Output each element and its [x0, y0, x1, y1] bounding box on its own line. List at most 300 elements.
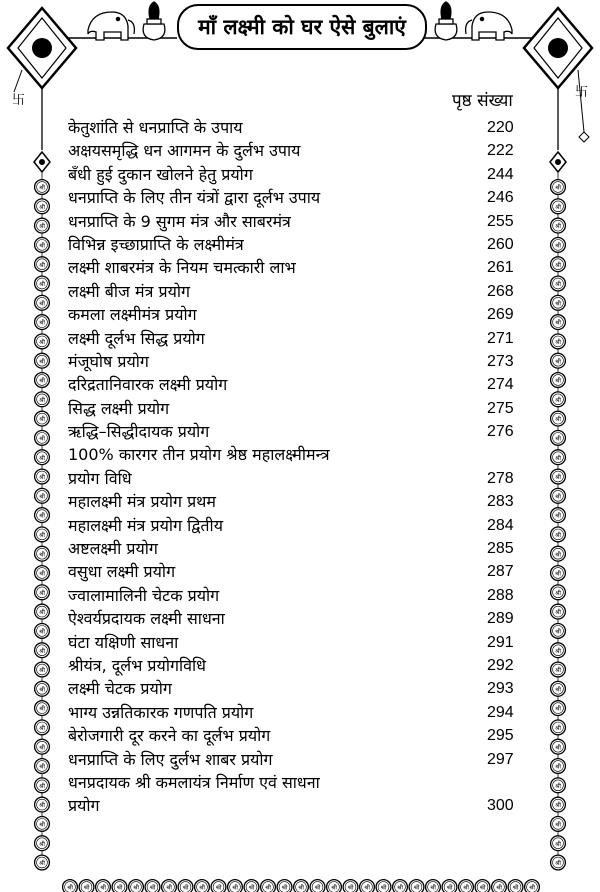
toc-entry [68, 280, 528, 303]
toc-entry-page: 246 [487, 189, 514, 207]
shri-bead-icon [551, 199, 566, 214]
toc-entry [68, 350, 528, 373]
shri-bead-icon [35, 643, 50, 658]
svg-text:श्री: श्री [39, 744, 45, 752]
svg-text:श्री: श्री [39, 223, 45, 231]
toc-entry [68, 256, 528, 279]
svg-text:श्री: श्री [555, 493, 561, 501]
shri-bead-icon [459, 880, 474, 892]
svg-text:श्री: श्री [39, 300, 45, 308]
toc-entry-title: अष्टलक्ष्मी प्रयोग [68, 539, 158, 559]
svg-text:श्री: श्री [446, 884, 453, 892]
shri-bead-icon [551, 585, 566, 600]
toc-entry [68, 537, 528, 560]
svg-text:श्री: श्री [39, 551, 45, 559]
shri-bead-icon [551, 411, 566, 426]
toc-entry-title: घंटा यक्षिणी साधना [68, 632, 179, 652]
svg-text:श्री: श्री [555, 435, 561, 443]
svg-text:श्री: श्री [555, 242, 561, 250]
svg-text:श्री: श्री [555, 300, 561, 308]
corner-kite-right-icon [524, 8, 592, 172]
shri-bead-icon [551, 373, 566, 388]
shri-bead-icon [475, 880, 490, 892]
toc-entry [68, 210, 528, 233]
shri-bead-icon [551, 276, 566, 291]
shri-bead-icon [393, 880, 408, 892]
shri-bead-icon [294, 880, 309, 892]
svg-text:श्री: श्री [555, 821, 561, 829]
toc-entry-title: लक्ष्मी चेटक प्रयोग [68, 679, 172, 699]
shri-bead-icon [35, 759, 50, 774]
shri-bead-icon [551, 295, 566, 310]
toc-entry-page: 278 [487, 469, 514, 487]
shri-bead-icon [35, 546, 50, 561]
toc-entry-title: धनप्रदायक श्री कमलायंत्र निर्माण एवं साधना [68, 772, 320, 792]
shri-bead-icon [551, 681, 566, 696]
shri-bead-icon [35, 373, 50, 388]
shri-bead-icon [35, 257, 50, 272]
shri-bead-icon [129, 880, 144, 892]
toc-entry-title: लक्ष्मी शाबरमंत्र के नियम चमत्कारी लाभ [68, 258, 296, 278]
table-of-contents [68, 116, 528, 818]
shri-bead-icon [492, 880, 507, 892]
svg-text:श्री: श्री [555, 281, 561, 289]
toc-entry-title: मंजूघोष प्रयोग [68, 351, 149, 371]
svg-text:श्री: श्री [555, 860, 561, 868]
toc-entry [68, 677, 528, 700]
shri-bead-icon [551, 527, 566, 542]
shri-bead-icon [195, 880, 210, 892]
elephant-left-icon [88, 12, 134, 40]
toc-entry-title: दरिद्रतानिवारक लक्ष्मी प्रयोग [68, 375, 228, 395]
svg-text:श्री: श्री [39, 705, 45, 713]
toc-entry-page: 289 [487, 610, 514, 628]
svg-text:श्री: श्री [39, 609, 45, 617]
toc-entry-title: बेरोजगारी दूर करने का दूर्लभ प्रयोग [68, 726, 271, 746]
kalash-right-icon [435, 2, 457, 40]
shri-bead-icon [35, 238, 50, 253]
shri-bead-icon [35, 604, 50, 619]
shri-bead-icon [145, 880, 160, 892]
shri-bead-icon [551, 739, 566, 754]
shri-bead-icon [551, 720, 566, 735]
svg-text:श्री: श्री [463, 884, 469, 892]
svg-text:श्री: श्री [555, 763, 561, 771]
toc-entry [68, 373, 528, 396]
toc-entry-page: 220 [487, 119, 514, 136]
svg-text:श्री: श्री [512, 884, 519, 892]
svg-text:श्री: श्री [496, 884, 502, 892]
shri-bead-icon [79, 880, 94, 892]
page-number-column-header: पृष्ठ संख्या [452, 91, 513, 111]
shri-bead-icon [551, 392, 566, 407]
svg-text:श्री: श्री [166, 884, 172, 892]
title-banner [177, 4, 427, 50]
shri-bead-icon [35, 334, 50, 349]
svg-text:श्री: श्री [149, 884, 156, 892]
svg-text:श्री: श्री [555, 396, 561, 404]
svg-text:श्री: श्री [39, 435, 45, 443]
toc-entry [68, 303, 528, 326]
svg-text:श्री: श्री [39, 396, 45, 404]
shri-bead-icon [426, 880, 441, 892]
svg-text:श्री: श्री [364, 884, 370, 892]
shri-bead-icon [35, 624, 50, 639]
toc-entry [68, 514, 528, 537]
shri-bead-icon [35, 527, 50, 542]
shri-bead-icon [35, 701, 50, 716]
svg-text:श्री: श्री [39, 570, 45, 578]
toc-entry [68, 654, 528, 677]
svg-text:श्री: श्री [39, 339, 45, 346]
toc-entry-page: 276 [487, 423, 514, 441]
svg-text:श्री: श्री [39, 512, 45, 520]
shri-bead-icon [551, 546, 566, 561]
shri-bead-icon [551, 797, 566, 812]
toc-entry-page: 293 [487, 680, 514, 698]
svg-text:श्री: श्री [555, 319, 561, 327]
shri-bead-icon [551, 759, 566, 774]
shri-bead-icon [551, 778, 566, 793]
shri-bead-icon [551, 817, 566, 832]
svg-text:श्री: श्री [116, 884, 123, 892]
svg-text:श्री: श्री [39, 686, 45, 694]
svg-text:श्री: श्री [39, 647, 45, 655]
toc-entry-title: भाग्य उन्नतिकारक गणपति प्रयोग [68, 702, 254, 722]
svg-text:श्री: श्री [555, 454, 561, 462]
toc-entry [68, 139, 528, 162]
svg-text:श्री: श्री [39, 821, 45, 829]
toc-entry-page: 261 [487, 259, 514, 277]
svg-text:श्री: श्री [39, 242, 45, 250]
shri-bead-icon [551, 701, 566, 716]
shri-bead-icon [35, 778, 50, 793]
svg-text:श्री: श्री [529, 884, 535, 892]
svg-text:श्री: श्री [133, 884, 139, 892]
toc-entry [68, 420, 528, 443]
shri-bead-icon [35, 585, 50, 600]
shri-bead-icon [35, 817, 50, 832]
shri-bead-icon [35, 469, 50, 484]
svg-text:श्री: श्री [555, 705, 561, 713]
svg-text:श्री: श्री [555, 609, 561, 617]
shri-bead-icon [35, 720, 50, 735]
svg-text:श्री: श्री [39, 589, 45, 597]
corner-kite-left-icon [8, 8, 76, 172]
svg-text:श्री: श्री [555, 203, 561, 211]
shri-bead-icon [35, 508, 50, 523]
svg-text:श्री: श्री [555, 802, 561, 810]
svg-text:श्री: श्री [232, 884, 238, 892]
shri-bead-icon [35, 180, 50, 195]
svg-text:श्री: श्री [39, 261, 45, 269]
shri-bead-icon [360, 880, 375, 892]
svg-text:श्री: श्री [555, 589, 561, 597]
toc-entry-title: बँधी हुई दुकान खोलने हेतु प्रयोग [68, 164, 253, 184]
svg-text:श्री: श्री [555, 416, 561, 424]
svg-text:श्री: श्री [39, 493, 45, 501]
svg-text:श्री: श्री [39, 667, 45, 675]
svg-text:श्री: श्री [39, 281, 45, 289]
elephant-right-icon [466, 12, 512, 40]
svg-text:श्री: श्री [555, 840, 561, 848]
shri-bead-icon [551, 624, 566, 639]
shri-bead-icon [162, 880, 177, 892]
toc-entry [68, 327, 528, 350]
svg-text:श्री: श्री [555, 358, 561, 366]
shri-bead-icon [551, 334, 566, 349]
shri-bead-icon [178, 880, 193, 892]
shri-bead-icon [35, 199, 50, 214]
svg-text:श्री: श्री [555, 223, 561, 231]
svg-text:श्री: श्री [39, 860, 45, 868]
shri-bead-icon [228, 880, 243, 892]
shri-bead-icon [327, 880, 342, 892]
toc-entry [68, 748, 528, 771]
svg-text:श्री: श्री [83, 884, 90, 892]
toc-entry [68, 163, 528, 186]
svg-text:श्री: श्री [281, 884, 288, 892]
toc-entry-title: लक्ष्मी दूर्लभ सिद्ध प्रयोग [68, 328, 205, 348]
svg-text:श्री: श्री [39, 840, 45, 848]
svg-text:श्री: श्री [39, 532, 45, 539]
svg-text:श्री: श्री [555, 474, 561, 482]
toc-entry [68, 771, 528, 818]
toc-entry-title: ऐश्वर्यप्रदायक लक्ष्मी साधना [68, 609, 225, 629]
toc-entry-title: लक्ष्मी बीज मंत्र प्रयोग [68, 281, 191, 301]
toc-entry-page: 287 [487, 563, 514, 581]
toc-entry-page: 268 [487, 282, 514, 300]
toc-entry-page: 244 [487, 165, 514, 183]
shri-bead-icon [551, 353, 566, 368]
svg-text:श्री: श्री [39, 377, 45, 385]
toc-entry [68, 560, 528, 583]
svg-text:श्री: श्री [39, 474, 45, 482]
svg-text:श्री: श्री [39, 725, 45, 732]
toc-entry [68, 186, 528, 209]
svg-text:卐: 卐 [12, 93, 26, 108]
shri-bead-icon [35, 450, 50, 465]
toc-entry-title: 100% कारगर तीन प्रयोग श्रेष्ठ महालक्ष्मीमन्त्र [68, 445, 330, 465]
shri-bead-icon [96, 880, 111, 892]
shri-bead-icon [277, 880, 292, 892]
toc-entry [68, 116, 528, 139]
shri-bead-icon [525, 880, 540, 892]
svg-text:श्री: श्री [331, 884, 337, 892]
toc-entry-page: 260 [487, 235, 514, 253]
page-title: माँ लक्ष्मी को घर ऐसे बुलाएं [198, 15, 406, 39]
svg-text:श्री: श्री [555, 532, 561, 539]
toc-entry-title: ऋद्धि–सिद्धीदायक प्रयोग [68, 422, 210, 442]
shri-bead-icon [409, 880, 424, 892]
svg-text:श्री: श्री [430, 884, 436, 892]
toc-entry-page: 275 [487, 399, 514, 417]
shri-bead-icon [551, 604, 566, 619]
shri-bead-icon [551, 508, 566, 523]
toc-entry-title: सिद्ध लक्ष्मी प्रयोग [68, 398, 170, 418]
shri-bead-icon [35, 836, 50, 851]
toc-entry-page: 273 [487, 352, 514, 370]
toc-entry-page: 294 [487, 703, 514, 721]
toc-entry [68, 443, 528, 490]
shri-bead-icon [551, 238, 566, 253]
svg-text:श्री: श्री [555, 184, 561, 192]
toc-entry [68, 607, 528, 630]
toc-entry [68, 584, 528, 607]
shri-bead-icon [551, 488, 566, 503]
svg-text:श्री: श्री [39, 802, 45, 810]
svg-text:श्री: श्री [479, 884, 486, 892]
shri-bead-icon [551, 315, 566, 330]
svg-text:श्री: श्री [397, 884, 403, 892]
shri-bead-icon [551, 180, 566, 195]
toc-entry-title: श्रीयंत्र, दूर्लभ प्रयोगविधि [68, 656, 206, 675]
svg-text:श्री: श्री [182, 884, 189, 892]
toc-entry-page: 274 [487, 376, 514, 394]
svg-text:श्री: श्री [67, 884, 73, 892]
shri-bead-icon [35, 295, 50, 310]
svg-text:श्री: श्री [39, 184, 45, 192]
svg-text:श्री: श्री [555, 782, 561, 790]
shri-bead-icon [442, 880, 457, 892]
shri-bead-icon [35, 276, 50, 291]
shri-bead-icon [35, 411, 50, 426]
svg-text:श्री: श्री [380, 884, 387, 892]
toc-entry-page: 300 [487, 797, 514, 815]
toc-entry [68, 397, 528, 420]
shri-bead-icon [551, 469, 566, 484]
toc-entry-page: 285 [487, 540, 514, 558]
shri-bead-icon [35, 662, 50, 677]
toc-entry-title: धनप्राप्ति के लिए तीन यंत्रों द्वारा दूर्लभ उपाय [68, 188, 321, 208]
shri-bead-icon [376, 880, 391, 892]
shri-bead-icon [35, 855, 50, 870]
toc-entry-page: 269 [487, 306, 514, 324]
shri-bead-icon [244, 880, 259, 892]
shri-bead-icon [508, 880, 523, 892]
svg-text:श्री: श्री [39, 454, 45, 462]
svg-text:श्री: श्री [39, 203, 45, 211]
toc-entry [68, 724, 528, 747]
svg-text:श्री: श्री [555, 667, 561, 675]
svg-text:श्री: श्री [555, 686, 561, 694]
toc-entry-title: कमला लक्ष्मीमंत्र प्रयोग [68, 305, 197, 325]
shri-bead-icon [551, 431, 566, 446]
toc-entry-page: 295 [487, 727, 514, 745]
toc-entry-title: अक्षयसमृद्धि धन आगमन के दुर्लभ उपाय [68, 141, 301, 161]
shri-bead-icon [551, 450, 566, 465]
toc-entry-title: वसुधा लक्ष्मी प्रयोग [68, 562, 176, 582]
shri-bead-icon [35, 739, 50, 754]
svg-text:श्री: श्री [39, 416, 45, 424]
shri-bead-icon [551, 257, 566, 272]
toc-entry-title: केतुशांति से धनप्राप्ति के उपाय [68, 118, 243, 137]
toc-entry-title-continued: प्रयोग विधि [68, 468, 132, 488]
shri-bead-icon [112, 880, 127, 892]
svg-text:श्री: श्री [39, 763, 45, 771]
toc-entry-page: 291 [487, 633, 514, 651]
shri-bead-icon [35, 392, 50, 407]
shri-bead-icon [35, 488, 50, 503]
svg-text:श्री: श्री [39, 628, 45, 636]
shri-bead-icon [551, 643, 566, 658]
toc-entry-title: धनप्राप्ति के लिए दुर्लभ शाबर प्रयोग [68, 749, 273, 769]
shri-bead-icon [35, 315, 50, 330]
svg-text:卐: 卐 [575, 85, 589, 100]
toc-entry [68, 233, 528, 256]
toc-entry-page: 283 [487, 493, 514, 511]
svg-text:श्री: श्री [199, 884, 205, 892]
svg-text:श्री: श्री [347, 884, 354, 892]
svg-text:श्री: श्री [555, 377, 561, 385]
svg-text:श्री: श्री [100, 884, 106, 892]
toc-entry-page: 255 [487, 212, 514, 230]
shri-bead-icon [35, 218, 50, 233]
svg-text:श्री: श्री [555, 570, 561, 578]
svg-text:श्री: श्री [555, 261, 561, 269]
toc-entry [68, 490, 528, 513]
shri-bead-icon [551, 662, 566, 677]
shri-bead-icon [551, 566, 566, 581]
shri-bead-icon [551, 218, 566, 233]
svg-text:श्री: श्री [39, 319, 45, 327]
shri-bead-icon [35, 566, 50, 581]
toc-entry-title: विभिन्न इच्छाप्राप्ति के लक्ष्मीमंत्र [68, 234, 244, 254]
svg-text:श्री: श्री [248, 884, 255, 892]
shri-bead-icon [63, 880, 78, 892]
toc-entry [68, 631, 528, 654]
shri-bead-icon [35, 353, 50, 368]
toc-entry-page: 271 [487, 329, 514, 347]
kalash-left-icon [143, 2, 165, 40]
shri-bead-icon [343, 880, 358, 892]
svg-text:श्री: श्री [314, 884, 321, 892]
shri-bead-icon [35, 431, 50, 446]
svg-text:श्री: श्री [555, 744, 561, 752]
shri-bead-icon [261, 880, 276, 892]
svg-text:श्री: श्री [555, 647, 561, 655]
toc-entry-page: 288 [487, 586, 514, 604]
toc-entry-title: धनप्राप्ति के 9 सुगम मंत्र और साबरमंत्र [68, 211, 291, 231]
svg-text:श्री: श्री [413, 884, 420, 892]
toc-entry-page: 222 [487, 142, 514, 160]
shri-bead-icon [211, 880, 226, 892]
svg-text:श्री: श्री [555, 551, 561, 559]
toc-entry-page: 297 [487, 750, 514, 768]
svg-text:श्री: श्री [39, 782, 45, 790]
svg-text:श्री: श्री [39, 358, 45, 366]
shri-bead-icon [35, 681, 50, 696]
svg-text:श्री: श्री [555, 725, 561, 732]
toc-entry-page: 292 [487, 657, 514, 674]
toc-entry-title: महालक्ष्मी मंत्र प्रयोग द्वितीय [68, 515, 223, 535]
svg-text:श्री: श्री [555, 339, 561, 346]
svg-text:श्री: श्री [555, 512, 561, 520]
toc-entry-title: ज्वालामालिनी चेटक प्रयोग [68, 585, 220, 605]
svg-text:श्री: श्री [298, 884, 304, 892]
toc-entry-page: 284 [487, 516, 514, 534]
shri-bead-icon [35, 797, 50, 812]
svg-text:श्री: श्री [215, 884, 222, 892]
svg-text:श्री: श्री [265, 884, 271, 892]
toc-entry-title-continued: प्रयोग [68, 796, 100, 816]
shri-bead-icon [551, 855, 566, 870]
shri-bead-icon [551, 836, 566, 851]
toc-entry-title: महालक्ष्मी मंत्र प्रयोग प्रथम [68, 492, 216, 512]
shri-bead-icon [310, 880, 325, 892]
toc-entry [68, 701, 528, 724]
svg-text:श्री: श्री [555, 628, 561, 636]
